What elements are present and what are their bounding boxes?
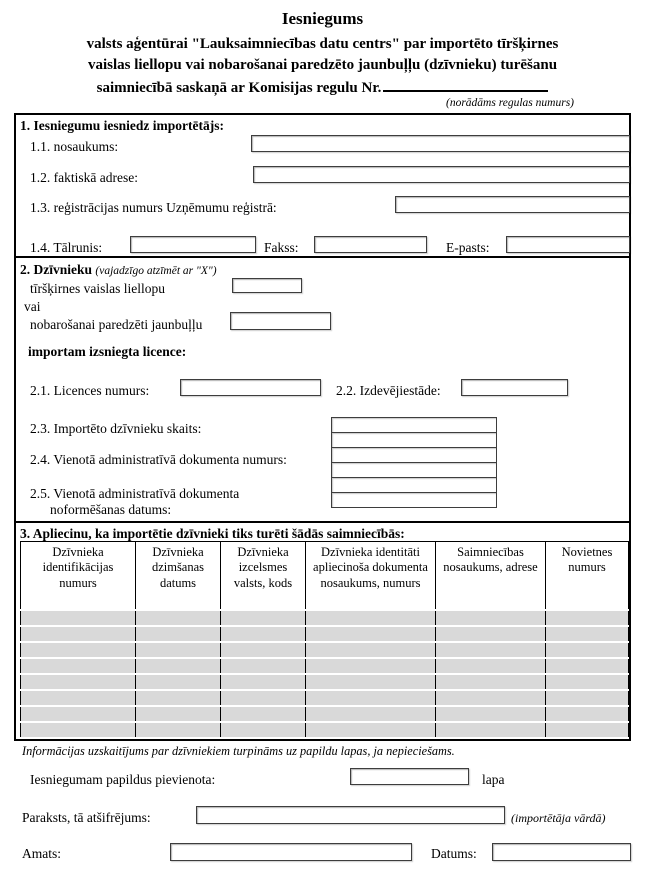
animal-table-cell[interactable]	[136, 642, 221, 658]
animal-table-row	[21, 626, 629, 642]
column-header-origin: Dzīvnieka izcelsmes valsts, kods	[221, 542, 306, 610]
document-field-cell[interactable]	[331, 477, 497, 493]
animal-table-row	[21, 706, 629, 722]
sad-number-label: 2.4. Vienotā administratīvā dokumenta numurs:	[30, 452, 287, 467]
regulation-note: (norādāms regulas numurs)	[446, 97, 574, 109]
animal-count-label: 2.3. Importēto dzīvnieku skaits:	[30, 421, 202, 436]
animal-table-cell[interactable]	[546, 626, 629, 642]
regnum-label: 1.3. reģistrācijas numurs Uzņēmumu reģistrā:	[30, 200, 277, 215]
address-label: 1.2. faktiskā adrese:	[30, 170, 138, 185]
regnum-field[interactable]	[395, 196, 630, 213]
animal-table-cell[interactable]	[21, 674, 136, 690]
animal-table-cell[interactable]	[221, 642, 306, 658]
animal-table-cell[interactable]	[546, 690, 629, 706]
animal-table-row	[21, 674, 629, 690]
animal-table-cell[interactable]	[306, 706, 436, 722]
animal-table-cell[interactable]	[306, 626, 436, 642]
attachment-count-field[interactable]	[350, 768, 469, 785]
subtitle-line-2: vaislas liellopu vai nobarošanai paredzēto jaunbuļļu (dzīvnieku) turēšanu	[87, 57, 558, 73]
animal-table-row	[21, 722, 629, 738]
animal-table-cell[interactable]	[436, 706, 546, 722]
address-field[interactable]	[253, 166, 630, 183]
animal-table-cell[interactable]	[221, 626, 306, 642]
animal-table-cell[interactable]	[546, 642, 629, 658]
section-1-title: 1. Iesniegumu iesniedz importētājs:	[20, 118, 224, 133]
animal-table-cell[interactable]	[136, 658, 221, 674]
date-field[interactable]	[492, 843, 631, 861]
animal-table-cell[interactable]	[21, 610, 136, 626]
animal-table-cell[interactable]	[221, 674, 306, 690]
column-header-id: Dzīvnieka identifikācijas numurs	[21, 542, 136, 610]
issuer-field[interactable]	[461, 379, 568, 396]
signature-label: Paraksts, tā atšifrējums:	[22, 810, 151, 825]
animal-table-cell[interactable]	[436, 610, 546, 626]
position-label: Amats:	[22, 846, 61, 861]
license-heading: importam izsniegta licence:	[28, 344, 187, 359]
fax-field[interactable]	[314, 236, 427, 253]
animal-table-cell[interactable]	[436, 722, 546, 738]
animals-table	[20, 541, 629, 739]
form-title: Iesniegums	[281, 9, 364, 28]
animal-table-cell[interactable]	[136, 674, 221, 690]
animals-table-body	[21, 610, 629, 738]
animal-table-cell[interactable]	[136, 610, 221, 626]
animal-table-cell[interactable]	[21, 706, 136, 722]
animal-table-cell[interactable]	[136, 706, 221, 722]
animal-table-cell[interactable]	[306, 674, 436, 690]
animal-table-cell[interactable]	[221, 706, 306, 722]
fattening-option-label: nobarošanai paredzēti jaunbuļļu	[30, 317, 203, 332]
animal-table-cell[interactable]	[306, 722, 436, 738]
section-3-title: 3. Apliecinu, ka importētie dzīvnieki tiks turēti šādās saimniecībās:	[20, 526, 405, 541]
document-field-cell[interactable]	[331, 417, 497, 433]
column-header-site: Novietnes numurs	[546, 542, 629, 610]
animal-table-cell[interactable]	[221, 722, 306, 738]
animal-table-cell[interactable]	[21, 658, 136, 674]
sad-date-label-line2: noformēšanas datums:	[50, 502, 172, 517]
phone-field[interactable]	[130, 236, 256, 253]
animal-table-cell[interactable]	[546, 658, 629, 674]
animal-table-cell[interactable]	[221, 658, 306, 674]
animals-table-header-row	[21, 542, 629, 610]
animal-table-row	[21, 610, 629, 626]
animal-table-row	[21, 690, 629, 706]
email-label: E-pasts:	[446, 240, 490, 255]
animal-table-cell[interactable]	[546, 674, 629, 690]
animal-table-cell[interactable]	[546, 706, 629, 722]
animal-table-cell[interactable]	[436, 626, 546, 642]
fax-label: Fakss:	[264, 240, 299, 255]
document-field-cell[interactable]	[331, 447, 497, 463]
animal-table-cell[interactable]	[306, 690, 436, 706]
animal-table-cell[interactable]	[306, 642, 436, 658]
animal-table-cell[interactable]	[436, 658, 546, 674]
phone-label: 1.4. Tālrunis:	[30, 240, 103, 255]
animal-table-cell[interactable]	[21, 642, 136, 658]
issuer-label: 2.2. Izdevējiestāde:	[336, 383, 441, 398]
section-2-title-note: (vajadzīgo atzīmēt ar "X")	[95, 265, 217, 277]
attachment-label: Iesniegumam papildus pievienota:	[30, 772, 216, 787]
license-number-label: 2.1. Licences numurs:	[30, 383, 150, 398]
animal-table-cell[interactable]	[136, 722, 221, 738]
animal-table-cell[interactable]	[21, 722, 136, 738]
date-label: Datums:	[431, 846, 477, 861]
document-field-cell[interactable]	[331, 492, 497, 508]
section-2-title-text: 2. Dzīvnieku	[20, 262, 93, 277]
column-header-birthdate: Dzīvnieka dzimšanas datums	[136, 542, 221, 610]
animal-table-row	[21, 658, 629, 674]
or-label: vai	[24, 299, 41, 314]
column-header-holding: Saimniecības nosaukums, adrese	[436, 542, 546, 610]
animal-table-cell[interactable]	[436, 642, 546, 658]
license-number-field[interactable]	[180, 379, 321, 396]
attachment-suffix: lapa	[482, 772, 505, 787]
animal-table-cell[interactable]	[221, 610, 306, 626]
signature-note: (importētāja vārdā)	[511, 811, 606, 825]
animal-table-cell[interactable]	[21, 690, 136, 706]
sad-date-label-line1: 2.5. Vienotā administratīvā dokumenta	[30, 486, 240, 501]
animal-table-cell[interactable]	[306, 658, 436, 674]
field-2-3-2-5-cells	[331, 417, 497, 508]
animal-table-cell[interactable]	[546, 610, 629, 626]
signature-field[interactable]	[196, 806, 505, 824]
animal-table-cell[interactable]	[436, 690, 546, 706]
animal-table-cell[interactable]	[21, 626, 136, 642]
animal-table-cell[interactable]	[136, 690, 221, 706]
animal-table-row	[21, 642, 629, 658]
fattening-checkbox[interactable]	[230, 312, 331, 330]
subtitle-line-3-text: saimniecībā saskaņā ar Komisijas regulu Nr.	[96, 80, 382, 96]
animal-table-cell[interactable]	[436, 674, 546, 690]
name-label: 1.1. nosaukums:	[30, 139, 119, 154]
purebred-option-label: tīršķirnes vaislas liellopu	[30, 281, 165, 296]
purebred-checkbox[interactable]	[232, 278, 302, 293]
document-field-cell[interactable]	[331, 462, 497, 478]
regulation-number-field[interactable]	[383, 78, 548, 92]
email-field[interactable]	[506, 236, 630, 253]
name-field[interactable]	[251, 135, 630, 152]
animal-table-cell[interactable]	[221, 690, 306, 706]
subtitle-line-3	[0, 78, 645, 97]
document-field-cell[interactable]	[331, 432, 497, 448]
position-field[interactable]	[170, 843, 412, 861]
animal-table-cell[interactable]	[136, 626, 221, 642]
section-2-title	[20, 262, 217, 278]
subtitle-line-1: valsts aģentūrai "Lauksaimniecības datu centrs" par importēto tīršķirnes	[86, 36, 559, 52]
continuation-note: Informācijas uzskaitījums par dzīvniekiem turpināms uz papildu lapas, ja nepieciešams.	[22, 744, 455, 758]
column-header-document: Dzīvnieka identitāti apliecinoša dokumenta nosaukums, numurs	[306, 542, 436, 610]
animal-table-cell[interactable]	[546, 722, 629, 738]
animal-table-cell[interactable]	[306, 610, 436, 626]
